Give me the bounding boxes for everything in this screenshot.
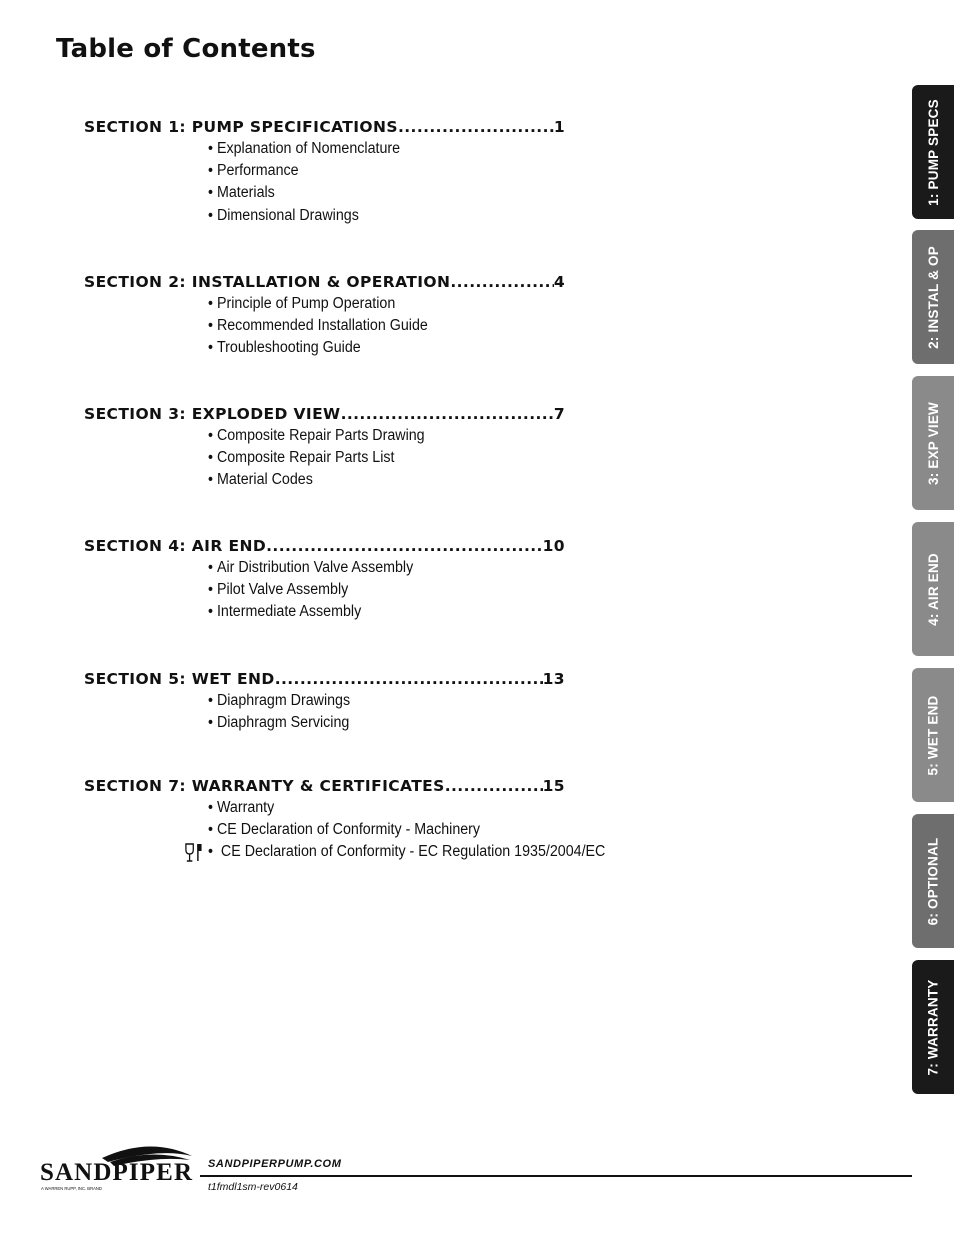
- section-title: SECTION 5: WET END: [84, 670, 275, 688]
- section-title: SECTION 1: PUMP SPECIFICATIONS: [84, 118, 398, 136]
- tab-wet-end[interactable]: [912, 668, 954, 802]
- dot-leader: [266, 535, 543, 557]
- list-item: • CE Declaration of Conformity - Machinery: [208, 819, 609, 841]
- section-items: [208, 797, 644, 864]
- list-item: • Materials: [208, 182, 609, 204]
- tab-air-end[interactable]: [912, 522, 954, 656]
- section-items: [208, 690, 644, 734]
- section-page-number: 1: [553, 118, 565, 136]
- section-heading[interactable]: [84, 668, 565, 690]
- section-title: SECTION 7: WARRANTY & CERTIFICATES: [84, 777, 445, 795]
- dot-leader: [341, 403, 554, 425]
- section-heading[interactable]: [84, 271, 565, 293]
- toc-section-3: [84, 403, 644, 492]
- section-heading[interactable]: [84, 403, 565, 425]
- list-item: • Pilot Valve Assembly: [208, 579, 609, 601]
- toc-section-1: [84, 116, 644, 227]
- section-title: SECTION 3: EXPLODED VIEW: [84, 405, 341, 423]
- section-page-number: 7: [553, 405, 565, 423]
- document-code: t1fmdl1sm-rev0614: [208, 1181, 298, 1193]
- list-item: • Warranty: [208, 797, 609, 819]
- section-items: [208, 138, 644, 227]
- list-item: • Dimensional Drawings: [208, 205, 609, 227]
- dot-leader: [450, 271, 553, 293]
- list-item: • Air Distribution Valve Assembly: [208, 557, 609, 579]
- section-heading[interactable]: [84, 535, 565, 557]
- logo-text: SANDPIPER: [40, 1159, 192, 1186]
- tab-label: 5: WET END: [925, 694, 941, 776]
- section-items: [208, 557, 644, 624]
- tab-label: 1: PUMP SPECS: [925, 98, 941, 206]
- dot-leader: [398, 116, 554, 138]
- dot-leader: [445, 775, 543, 797]
- section-items: [208, 293, 644, 360]
- footer-divider: [200, 1175, 912, 1177]
- list-item: • Explanation of Nomenclature: [208, 138, 609, 160]
- section-page-number: 13: [542, 670, 565, 688]
- tab-exp-view[interactable]: [912, 376, 954, 510]
- list-item: • Composite Repair Parts List: [208, 447, 609, 469]
- list-item: • Composite Repair Parts Drawing: [208, 425, 609, 447]
- tab-pump-specs[interactable]: [912, 85, 954, 219]
- list-item: • Principle of Pump Operation: [208, 293, 609, 315]
- section-heading[interactable]: [84, 775, 565, 797]
- tab-label: 7: WARRANTY: [925, 979, 941, 1075]
- list-item: • Performance: [208, 160, 609, 182]
- toc-section-5: [84, 668, 644, 734]
- section-title: SECTION 2: INSTALLATION & OPERATION: [84, 273, 451, 291]
- tab-warranty[interactable]: [912, 960, 954, 1094]
- tab-instal-op[interactable]: [912, 230, 954, 364]
- list-item: • Diaphragm Servicing: [208, 712, 609, 734]
- tab-optional[interactable]: [912, 814, 954, 948]
- toc-section-7: [84, 775, 644, 864]
- list-item: [208, 841, 609, 863]
- section-page-number: 4: [553, 273, 565, 291]
- section-items: [208, 425, 644, 492]
- section-page-number: 15: [542, 777, 565, 795]
- list-item: • Material Codes: [208, 469, 609, 491]
- section-heading[interactable]: [84, 116, 565, 138]
- toc-section-2: [84, 271, 644, 360]
- tab-label: 4: AIR END: [925, 552, 941, 626]
- page-title: Table of Contents: [56, 34, 316, 64]
- section-title: SECTION 4: AIR END: [84, 537, 267, 555]
- list-item: • Recommended Installation Guide: [208, 315, 609, 337]
- dot-leader: [275, 668, 543, 690]
- logo-tagline: A WARREN RUPP, INC. BRAND: [41, 1186, 102, 1191]
- tab-label: 2: INSTAL & OP: [925, 245, 941, 349]
- section-page-number: 10: [542, 537, 565, 555]
- sandpiper-logo: [40, 1140, 198, 1196]
- list-item: • Troubleshooting Guide: [208, 337, 609, 359]
- list-item-text: CE Declaration of Conformity - EC Regulation 1935/2004/EC: [220, 843, 606, 861]
- website-link[interactable]: SANDPIPERPUMP.COM: [208, 1158, 342, 1170]
- list-item: • Intermediate Assembly: [208, 601, 609, 623]
- tab-label: 6: OPTIONAL: [925, 837, 941, 925]
- list-item: • Diaphragm Drawings: [208, 690, 609, 712]
- toc-section-4: [84, 535, 644, 624]
- tab-label: 3: EXP VIEW: [925, 401, 941, 485]
- food-contact-icon: [184, 842, 204, 864]
